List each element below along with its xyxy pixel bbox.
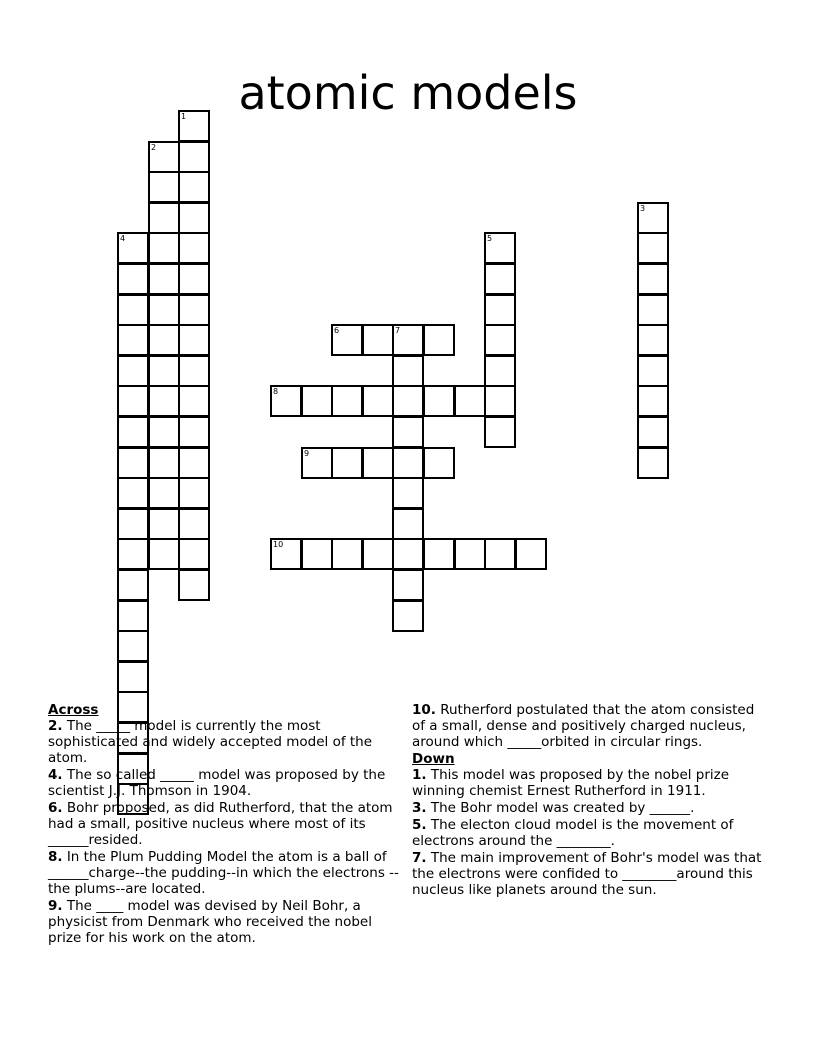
crossword-cell[interactable]	[637, 202, 669, 234]
crossword-cell[interactable]	[148, 477, 180, 509]
crossword-cell[interactable]	[178, 355, 210, 387]
crossword-cell[interactable]	[178, 416, 210, 448]
crossword-cell[interactable]	[301, 447, 333, 479]
crossword-cell[interactable]	[515, 538, 547, 570]
crossword-cell[interactable]	[637, 294, 669, 326]
across-heading: Across	[48, 702, 99, 718]
crossword-cell[interactable]	[362, 385, 394, 417]
clue-number: 7	[395, 326, 401, 335]
crossword-cell[interactable]	[637, 232, 669, 264]
crossword-cell[interactable]	[484, 385, 516, 417]
crossword-cell[interactable]	[178, 569, 210, 601]
down-clue-list	[412, 767, 768, 898]
crossword-cell[interactable]	[178, 263, 210, 295]
crossword-cell[interactable]	[392, 477, 424, 509]
crossword-cell[interactable]	[392, 569, 424, 601]
crossword-cell[interactable]	[117, 630, 149, 662]
crossword-cell[interactable]	[148, 385, 180, 417]
crossword-cell[interactable]	[178, 110, 210, 142]
page-title: atomic models	[238, 65, 578, 120]
crossword-cell[interactable]	[423, 447, 455, 479]
crossword-cell[interactable]	[392, 600, 424, 632]
crossword-cell[interactable]	[331, 447, 363, 479]
crossword-cell[interactable]	[178, 232, 210, 264]
crossword-cell[interactable]	[484, 294, 516, 326]
crossword-cell[interactable]	[392, 416, 424, 448]
crossword-cell[interactable]	[178, 294, 210, 326]
crossword-cell[interactable]	[148, 538, 180, 570]
clue-text: The so called _____ model was proposed by the scientist J.J. Thomson in 1904.	[48, 767, 386, 799]
crossword-cell[interactable]	[484, 538, 516, 570]
crossword-cell[interactable]	[117, 447, 149, 479]
clue-number: 2	[151, 143, 157, 152]
clue-num: 1.	[412, 767, 427, 783]
clue-text: In the Plum Pudding Model the atom is a ball of ______charge--the pudding--in which the electrons --the plums--are located.	[48, 849, 399, 897]
crossword-cell[interactable]	[148, 355, 180, 387]
crossword-cell[interactable]	[301, 385, 333, 417]
crossword-cell[interactable]	[148, 141, 180, 173]
clue-text: The ____ model was devised by Neil Bohr, a physicist from Denmark who received the nobel prize for his work on the atom.	[48, 898, 372, 946]
clue-number: 10	[273, 540, 284, 549]
clue-number: 1	[181, 112, 187, 121]
crossword-cell[interactable]	[423, 385, 455, 417]
crossword-cell[interactable]	[178, 171, 210, 203]
crossword-cell[interactable]	[117, 385, 149, 417]
clue-item	[48, 800, 404, 848]
crossword-cell[interactable]	[331, 324, 363, 356]
clue-number: 8	[273, 387, 279, 396]
clue-num: 8.	[48, 849, 63, 865]
crossword-cell[interactable]	[454, 385, 486, 417]
clue-number: 9	[304, 449, 310, 458]
clue-item	[48, 767, 404, 799]
crossword-cell[interactable]	[148, 324, 180, 356]
crossword-cell[interactable]	[392, 538, 424, 570]
crossword-cell[interactable]	[392, 355, 424, 387]
crossword-cell[interactable]	[270, 538, 302, 570]
crossword-cell[interactable]	[454, 538, 486, 570]
crossword-cell[interactable]	[362, 324, 394, 356]
across-clue-list	[48, 718, 404, 946]
clue-text: The electon cloud model is the movement of electrons around the ________.	[412, 817, 734, 849]
crossword-cell[interactable]	[392, 324, 424, 356]
crossword-cell[interactable]	[423, 324, 455, 356]
crossword-cell[interactable]	[178, 141, 210, 173]
crossword-cell[interactable]	[148, 416, 180, 448]
clue-num: 3.	[412, 800, 427, 816]
crossword-cell[interactable]	[148, 232, 180, 264]
crossword-cell[interactable]	[148, 263, 180, 295]
crossword-cell[interactable]	[148, 294, 180, 326]
crossword-cell[interactable]	[117, 324, 149, 356]
clue-text: Bohr proposed, as did Rutherford, that the atom had a small, positive nucleus where most of its ______resided.	[48, 800, 393, 848]
crossword-cell[interactable]	[331, 538, 363, 570]
clue-item	[412, 702, 768, 750]
crossword-cell[interactable]	[362, 538, 394, 570]
crossword-cell[interactable]	[148, 171, 180, 203]
clue-item	[412, 767, 768, 799]
crossword-cell[interactable]	[117, 538, 149, 570]
crossword-cell[interactable]	[484, 355, 516, 387]
clue-item	[412, 850, 768, 898]
clue-num: 5.	[412, 817, 427, 833]
clue-num: 7.	[412, 850, 427, 866]
clue-num: 9.	[48, 898, 63, 914]
across-clue-list-continued	[412, 702, 768, 750]
clue-text: Rutherford postulated that the atom consisted of a small, dense and positively charged nucleus, around which _____orbited in circular rings.	[412, 702, 755, 750]
crossword-cell[interactable]	[423, 538, 455, 570]
clue-item	[48, 898, 404, 946]
crossword-cell[interactable]	[117, 294, 149, 326]
crossword-cell[interactable]	[148, 447, 180, 479]
crossword-cell[interactable]	[484, 324, 516, 356]
clue-number: 3	[640, 204, 646, 213]
crossword-cell[interactable]	[392, 508, 424, 540]
clue-num: 2.	[48, 718, 63, 734]
clue-item	[412, 800, 768, 816]
crossword-cell[interactable]	[117, 416, 149, 448]
crossword-cell[interactable]	[392, 447, 424, 479]
crossword-cell[interactable]	[178, 324, 210, 356]
crossword-cell[interactable]	[148, 508, 180, 540]
crossword-cell[interactable]	[637, 355, 669, 387]
crossword-cell[interactable]	[484, 263, 516, 295]
crossword-cell[interactable]	[637, 416, 669, 448]
crossword-cell[interactable]	[178, 447, 210, 479]
clue-num: 6.	[48, 800, 63, 816]
crossword-cell[interactable]	[637, 324, 669, 356]
crossword-cell[interactable]	[178, 538, 210, 570]
clue-number: 5	[487, 234, 493, 243]
clue-text: The _____ model is currently the most sophisticated and widely accepted model of the atom.	[48, 718, 373, 766]
clue-number: 6	[334, 326, 340, 335]
crossword-cell[interactable]	[117, 355, 149, 387]
crossword-cell[interactable]	[637, 447, 669, 479]
clue-number: 4	[120, 234, 126, 243]
crossword-cell[interactable]	[637, 385, 669, 417]
crossword-cell[interactable]	[637, 263, 669, 295]
clue-text: The main improvement of Bohr's model was that the electrons were confided to ________around this nucleus like planets around the sun.	[412, 850, 762, 898]
crossword-cell[interactable]	[484, 416, 516, 448]
clue-item	[48, 718, 404, 766]
crossword-cell[interactable]	[178, 385, 210, 417]
crossword-cell[interactable]	[178, 508, 210, 540]
clue-num: 4.	[48, 767, 63, 783]
crossword-cell[interactable]	[301, 538, 333, 570]
crossword-cell[interactable]	[117, 263, 149, 295]
clue-item	[48, 849, 404, 897]
crossword-cell[interactable]	[178, 202, 210, 234]
clues-column-right	[412, 702, 768, 899]
crossword-cell[interactable]	[148, 202, 180, 234]
crossword-cell[interactable]	[117, 508, 149, 540]
clue-text: The Bohr model was created by ______.	[426, 800, 695, 816]
crossword-cell[interactable]	[484, 232, 516, 264]
clues-column-left	[48, 702, 404, 947]
crossword-cell[interactable]	[117, 600, 149, 632]
crossword-cell[interactable]	[270, 385, 302, 417]
crossword-cell[interactable]	[117, 232, 149, 264]
crossword-cell[interactable]	[392, 385, 424, 417]
crossword-cell[interactable]	[117, 569, 149, 601]
clue-text: This model was proposed by the nobel prize winning chemist Ernest Rutherford in 1911.	[412, 767, 730, 799]
crossword-cell[interactable]	[178, 477, 210, 509]
crossword-cell[interactable]	[362, 447, 394, 479]
down-heading: Down	[412, 751, 455, 767]
crossword-cell[interactable]	[117, 661, 149, 693]
crossword-cell[interactable]	[331, 385, 363, 417]
clue-num: 10.	[412, 702, 436, 718]
crossword-cell[interactable]	[117, 477, 149, 509]
clue-item	[412, 817, 768, 849]
